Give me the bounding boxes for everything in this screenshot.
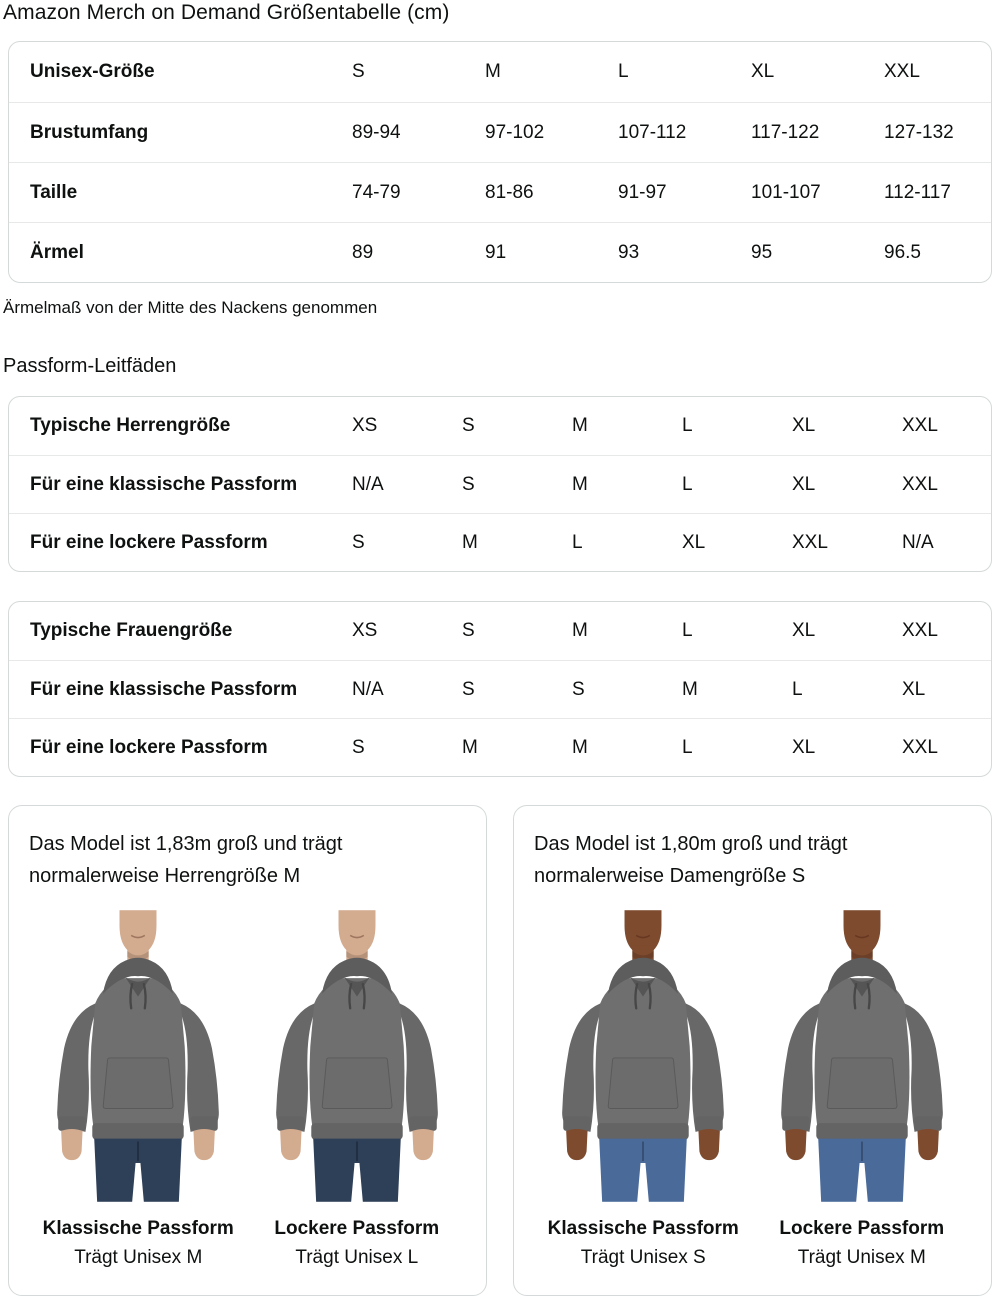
- size-cell: XL: [792, 473, 816, 495]
- size-cell: XXL: [902, 736, 938, 758]
- column-header: XS: [352, 415, 378, 436]
- size-cell: 89: [352, 241, 374, 263]
- size-cell: N/A: [902, 531, 934, 553]
- size-cell: L: [572, 531, 583, 553]
- size-cell: XL: [902, 678, 926, 700]
- female-model-classic-photo: [536, 906, 750, 1206]
- male-model-loose-photo: [250, 906, 464, 1206]
- size-cell: 95: [751, 241, 773, 263]
- table-row: [9, 718, 991, 776]
- size-cell: 117-122: [751, 121, 820, 143]
- column-header: L: [618, 61, 629, 82]
- column-header: M: [572, 415, 588, 436]
- table-header-row: [9, 397, 991, 455]
- row-label: Taille: [30, 181, 78, 203]
- worn-size-label: Trägt Unisex S: [580, 1247, 706, 1268]
- column-header: XXL: [884, 61, 920, 82]
- size-cell: 97-102: [485, 121, 545, 143]
- size-cell: 101-107: [751, 181, 821, 203]
- size-cell: XL: [792, 736, 816, 758]
- size-cell: 74-79: [352, 181, 401, 203]
- size-cell: 107-112: [618, 121, 687, 143]
- size-cell: 112-117: [884, 181, 951, 203]
- row-label: Brustumfang: [30, 121, 149, 143]
- column-header: L: [682, 415, 693, 436]
- size-cell: S: [352, 736, 365, 758]
- figure-caption: [779, 1218, 944, 1269]
- size-cell: 127-132: [884, 121, 954, 143]
- column-header: XL: [792, 415, 816, 436]
- size-cell: 91-97: [618, 181, 667, 203]
- figure-caption: [548, 1218, 739, 1269]
- fit-guides-heading: Passform-Leitfäden: [3, 355, 177, 377]
- sleeve-measure-footnote: Ärmelmaß von der Mitte des Nackens genommen: [3, 298, 378, 317]
- figures-row: [29, 906, 466, 1269]
- figure-loose-fit: [753, 906, 972, 1269]
- size-cell: M: [572, 736, 588, 758]
- size-cell: S: [572, 678, 585, 700]
- figure-loose-fit: [248, 906, 467, 1269]
- size-cell: XXL: [902, 473, 938, 495]
- size-cell: L: [792, 678, 803, 700]
- size-cell: XL: [682, 531, 706, 553]
- table-header-row: [9, 42, 991, 102]
- table-row: [9, 660, 991, 718]
- table-row: [9, 102, 991, 162]
- column-header: S: [462, 415, 475, 436]
- women-model-card: [513, 805, 992, 1296]
- female-model-loose-photo: [755, 906, 969, 1206]
- size-cell: M: [462, 531, 478, 553]
- table-row: [9, 162, 991, 222]
- size-cell: 96.5: [884, 241, 921, 263]
- page-title: Amazon Merch on Demand Größentabelle (cm): [3, 1, 450, 24]
- row-label: Für eine klassische Passform: [30, 473, 298, 495]
- column-header: L: [682, 620, 693, 641]
- table-row: [9, 222, 991, 282]
- row-label: Ärmel: [30, 241, 84, 263]
- figure-caption: [43, 1218, 234, 1269]
- table-header-row: [9, 602, 991, 660]
- column-header: XS: [352, 620, 378, 641]
- worn-size-label: Trägt Unisex L: [295, 1247, 419, 1268]
- men-fit-table: [8, 396, 992, 572]
- column-header: M: [485, 61, 501, 82]
- fit-label: Lockere Passform: [779, 1218, 945, 1239]
- size-cell: L: [682, 473, 693, 495]
- model-cards: [8, 805, 992, 1296]
- table-header-label: Unisex-Größe: [30, 61, 155, 82]
- figure-caption: [274, 1218, 439, 1269]
- column-header: S: [462, 620, 475, 641]
- size-cell: N/A: [352, 473, 384, 495]
- model-description: Das Model ist 1,83m groß und trägt normalerweise Herrengröße M: [29, 833, 343, 887]
- women-fit-table: [8, 601, 992, 777]
- figure-classic-fit: [29, 906, 248, 1269]
- column-header: XL: [792, 620, 816, 641]
- column-header: XXL: [902, 415, 938, 436]
- size-cell: M: [462, 736, 478, 758]
- fit-label: Klassische Passform: [547, 1218, 739, 1239]
- table-row: [9, 455, 991, 513]
- column-header: M: [572, 620, 588, 641]
- male-model-classic-photo: [31, 906, 245, 1206]
- column-header: XXL: [902, 620, 938, 641]
- table-header-label: Typische Frauengröße: [30, 620, 233, 641]
- size-cell: XXL: [792, 531, 828, 553]
- size-cell: N/A: [352, 678, 384, 700]
- size-cell: 91: [485, 241, 507, 263]
- row-label: Für eine klassische Passform: [30, 678, 298, 700]
- unisex-size-table: [8, 41, 992, 283]
- table-header-label: Typische Herrengröße: [30, 415, 231, 436]
- column-header: XL: [751, 61, 775, 82]
- worn-size-label: Trägt Unisex M: [74, 1247, 203, 1268]
- men-model-card: [8, 805, 487, 1296]
- size-cell: 89-94: [352, 121, 401, 143]
- table-row: [9, 513, 991, 571]
- row-label: Für eine lockere Passform: [30, 736, 268, 758]
- size-cell: S: [352, 531, 365, 553]
- size-cell: 81-86: [485, 181, 534, 203]
- size-cell: M: [682, 678, 698, 700]
- size-cell: L: [682, 736, 693, 758]
- model-description: Das Model ist 1,80m groß und trägt normalerweise Damengröße S: [534, 833, 848, 887]
- row-label: Für eine lockere Passform: [30, 531, 268, 553]
- fit-label: Klassische Passform: [42, 1218, 234, 1239]
- figures-row: [534, 906, 971, 1269]
- size-cell: S: [462, 678, 475, 700]
- figure-classic-fit: [534, 906, 753, 1269]
- column-header: S: [352, 61, 365, 82]
- size-cell: M: [572, 473, 588, 495]
- size-cell: S: [462, 473, 475, 495]
- fit-label: Lockere Passform: [274, 1218, 440, 1239]
- worn-size-label: Trägt Unisex M: [797, 1247, 926, 1268]
- size-cell: 93: [618, 241, 640, 263]
